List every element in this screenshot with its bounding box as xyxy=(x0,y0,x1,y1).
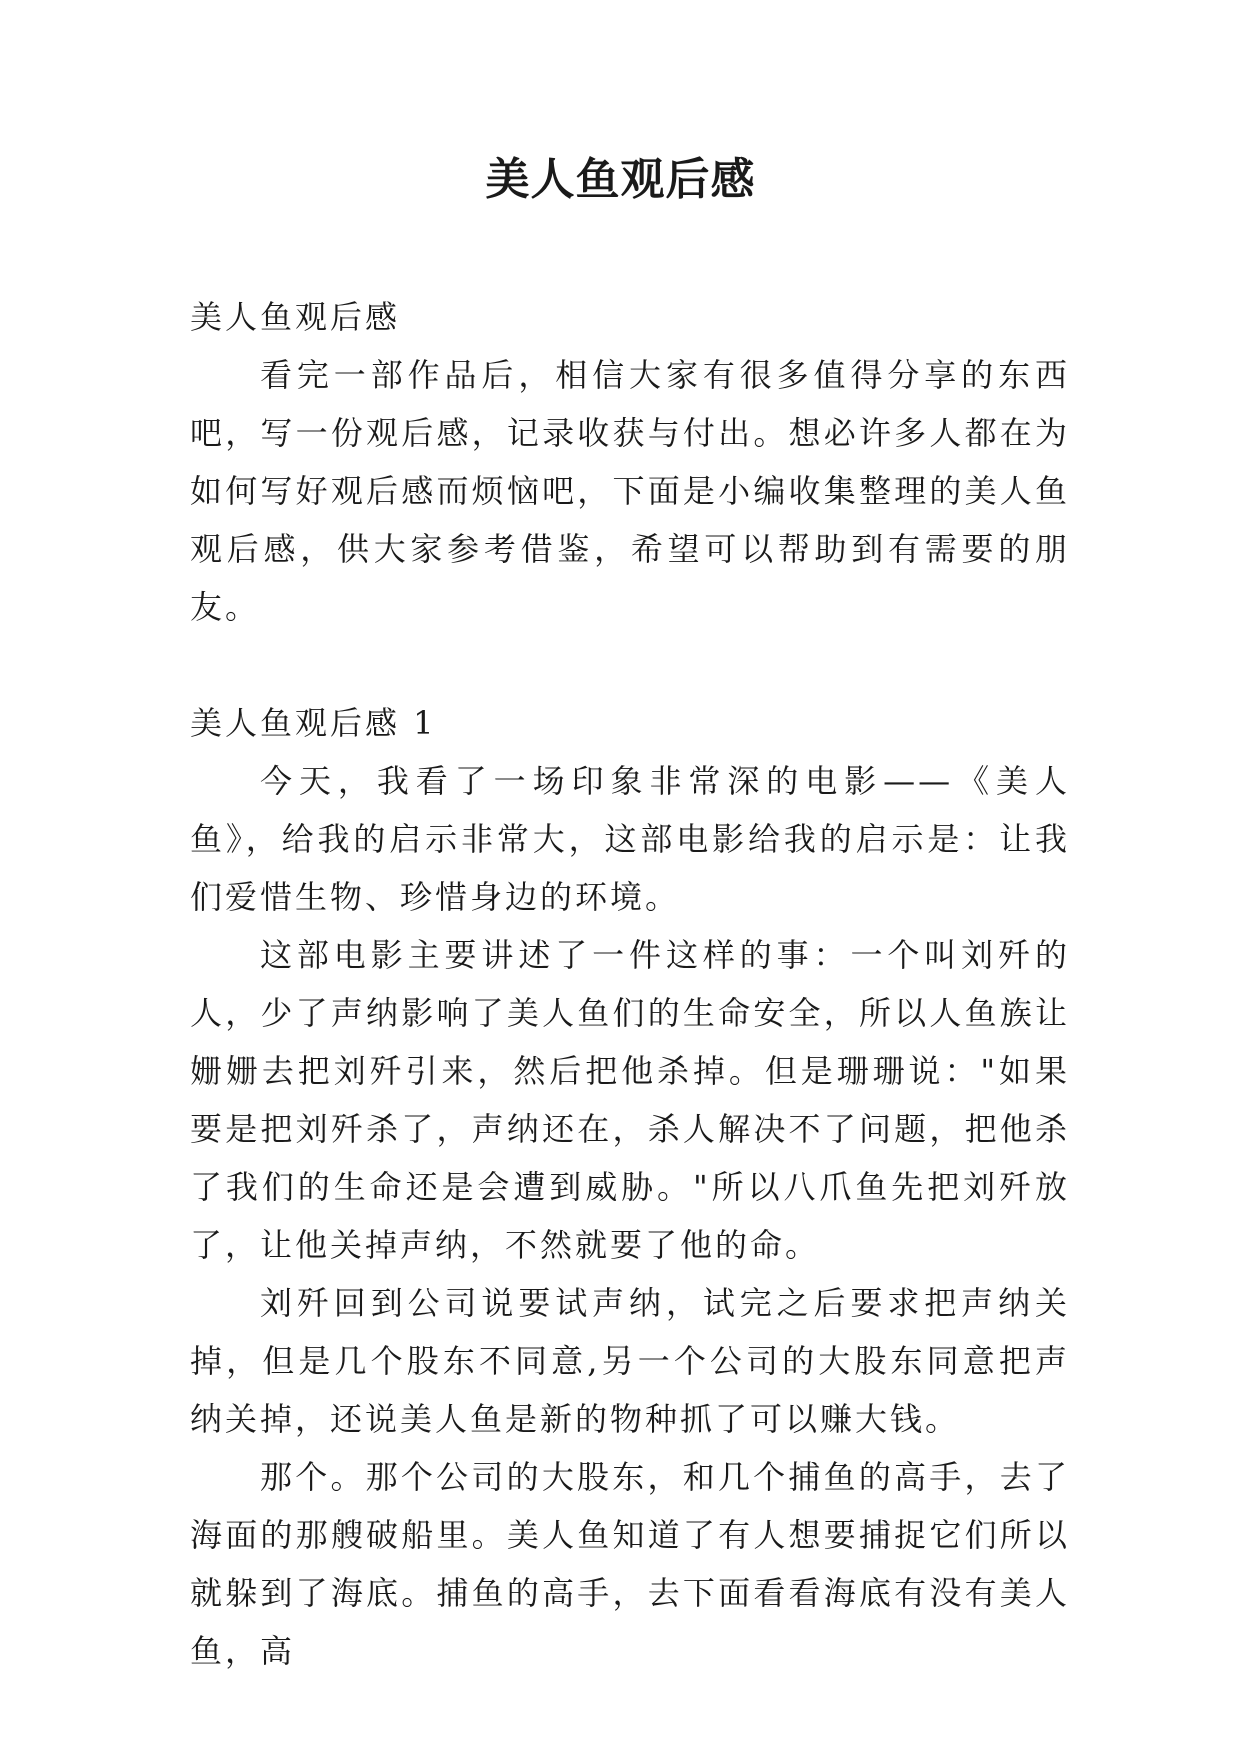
section-heading: 美人鱼观后感 1 xyxy=(190,704,437,742)
body-paragraph: 那个。那个公司的大股东，和几个捕鱼的高手，去了海面的那艘破船里。美人鱼知道了有人想要捕捉它们所以就躲到了海底。捕鱼的高手，去下面看看海底有没有美人鱼，高 xyxy=(190,1458,1070,1670)
body-paragraph: 今天，我看了一场印象非常深的电影——《美人鱼》，给我的启示非常大，这部电影给我的启示是：让我们爱惜生物、珍惜身边的环境。 xyxy=(190,762,1070,916)
body-paragraph: 刘歼回到公司说要试声纳，试完之后要求把声纳关掉，但是几个股东不同意,另一个公司的大股东同意把声纳关掉，还说美人鱼是新的物种抓了可以赚大钱。 xyxy=(190,1284,1070,1438)
intro-heading: 美人鱼观后感 xyxy=(190,298,401,336)
paragraph-spacer xyxy=(190,636,1070,694)
body-paragraph: 这部电影主要讲述了一件这样的事：一个叫刘歼的人，少了声纳影响了美人鱼们的生命安全，所以人鱼族让姗姗去把刘歼引来，然后把他杀掉。但是珊珊说："如果要是把刘歼杀了，声纳还在，杀人解决不了问题，把他杀了我们的生命还是会遭到威胁。"所以八爪鱼先把刘歼放了，让他关掉声纳，不然就要了他的命。 xyxy=(190,936,1070,1264)
intro-paragraph: 看完一部作品后，相信大家有很多值得分享的东西吧，写一份观后感，记录收获与付出。想必许多人都在为如何写好观后感而烦恼吧，下面是小编收集整理的美人鱼观后感，供大家参考借鉴，希望可以帮助到有需要的朋友。 xyxy=(190,356,1070,626)
document-body xyxy=(190,288,1070,1680)
document-title: 美人鱼观后感 xyxy=(485,154,756,205)
